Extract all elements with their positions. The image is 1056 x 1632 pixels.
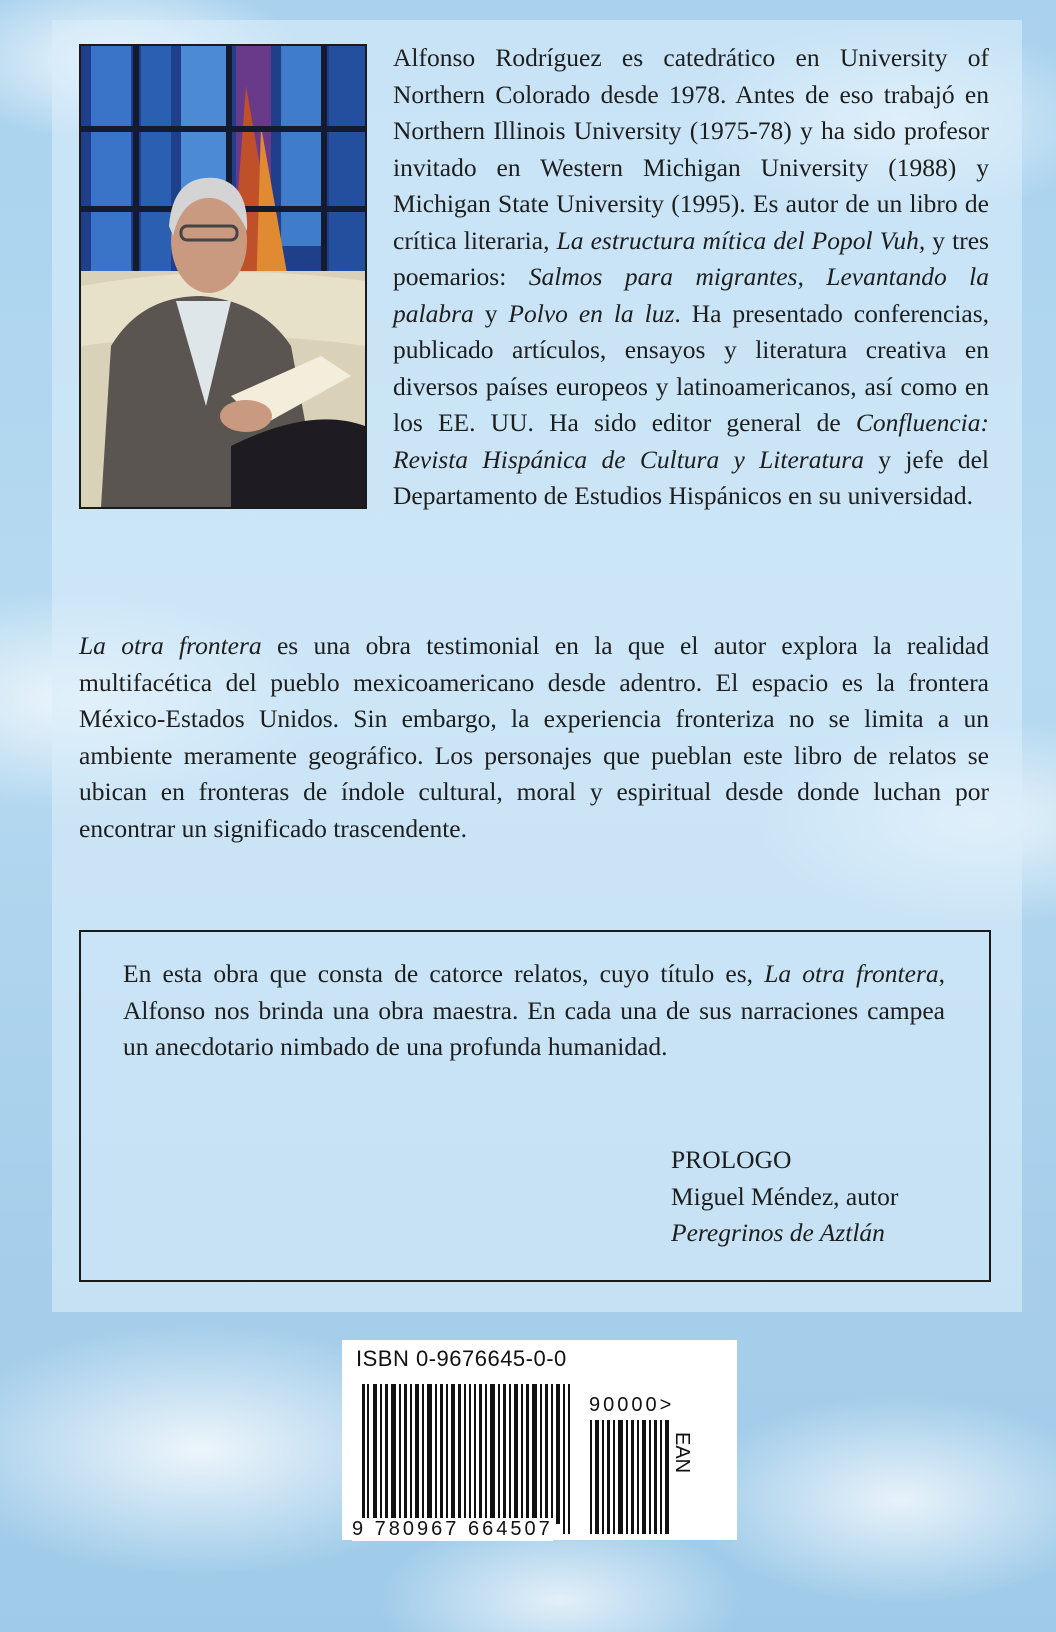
isbn-text: ISBN 0-9676645-0-0	[356, 1346, 567, 1371]
attribution-work: Peregrinos de Aztlán	[671, 1218, 885, 1247]
attribution-author: Miguel Méndez, autor	[671, 1181, 899, 1211]
author-bio: Alfonso Rodríguez es catedrático en University of Northern Colorado desde 1978. Antes de eso trabajó en Northern Illinois University (1975-78) y ha sido profesor invitado en Western Michigan University (1988) y Michigan State University (1995). Es autor de un libro de crítica literaria, La estructura mítica del Popol Vuh, y tres poemarios: Salmos para migrantes, Levantando la palabra y Polvo en la luz. Ha presentado conferencias, publicado artículos, ensayos y literatura creativa en diversos países europeos y latinoamericanos, así como en los EE. UU. Ha sido editor general de Confluencia: Revista Hispánica de Cultura y Literatura y jefe del Departamento de Estudios Hispánicos en su universidad.	[393, 43, 989, 510]
ean-label: EAN	[671, 1432, 693, 1474]
book-synopsis: La otra frontera es una obra testimonial en la que el autor explora la realidad multifacética del pueblo mexicoamericano desde adentro. El espacio es la frontera México-Estados Unidos. Sin embargo, la experiencia fronteriza no se limita a un ambiente meramente geográfico. Los personajes que pueblan este libro de relatos se ubican en fronteras de índole cultural, moral y espiritual desde donde luchan por encontrar un significado trascendente.	[79, 631, 989, 843]
quote-attribution	[671, 1142, 898, 1252]
prologue-quote-box	[79, 930, 991, 1282]
barcode-label	[342, 1340, 737, 1540]
barcode-digits: 9 780967 664507	[352, 1518, 553, 1540]
barcode-addon-digits: 90000>	[589, 1394, 675, 1416]
attribution-heading: PROLOGO	[671, 1145, 792, 1174]
prologue-quote: En esta obra que consta de catorce relatos, cuyo título es, La otra frontera, Alfonso nos brinda una obra maestra. En cada una de sus narraciones campea un anecdotario nimbado de una profunda humanidad.	[123, 959, 945, 1061]
